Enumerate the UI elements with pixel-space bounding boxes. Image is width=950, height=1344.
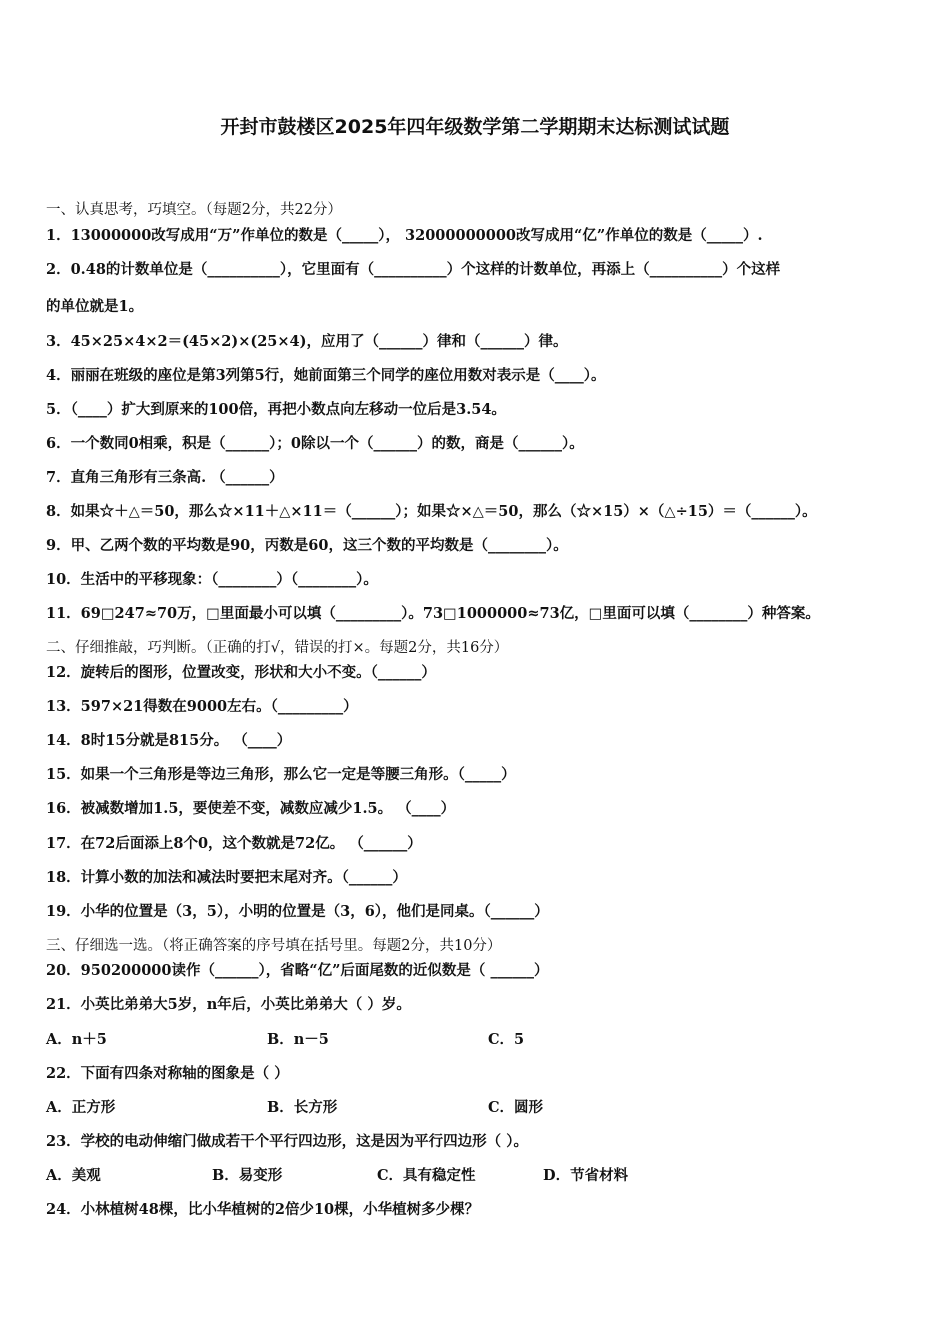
q23-option-a: A．美观 [46,1167,101,1184]
question-16: 16．被减数增加1.5，要使差不变，减数应减少1.5。 （____） [46,800,456,817]
section-2-heading: 二、仔细推敲，巧判断。（正确的打√，错误的打×。每题2分，共16分） [46,640,509,656]
question-14: 14．8时15分就是815分。 （____） [46,732,292,749]
question-19: 19．小华的位置是（3，5），小明的位置是（3，6），他们是同桌。（______） [46,903,549,920]
question-3: 3．45×25×4×2＝(45×2)×(25×4)，应用了（______）律和（______）律。 [46,333,568,350]
question-9: 9．甲、乙两个数的平均数是90，丙数是60，这三个数的平均数是（________）。 [46,537,568,554]
question-17: 17．在72后面添上8个0，这个数就是72亿。 （______） [46,835,422,852]
question-5: 5．（____）扩大到原来的100倍，再把小数点向左移动一位后是3.54。 [46,401,506,418]
question-23: 23．学校的电动伸缩门做成若干个平行四边形，这是因为平行四边形（ ）。 [46,1133,528,1150]
question-2: 2．0.48的计数单位是（__________），它里面有（__________）个这样的计数单位，再添上（__________）个这样 [46,261,781,278]
q23-option-b: B．易变形 [212,1167,283,1184]
q22-option-c: C．圆形 [488,1099,544,1116]
question-7: 7．直角三角形有三条高. （______） [46,469,284,486]
question-6: 6．一个数同0相乘，积是（______）；0除以一个（______）的数，商是（______）。 [46,435,584,452]
section-1-heading: 一、认真思考，巧填空。（每题2分，共22分） [46,202,342,218]
question-21: 21．小英比弟弟大5岁，n年后，小英比弟弟大（ ）岁。 [46,996,411,1013]
section-3-heading: 三、仔细选一选。（将正确答案的序号填在括号里。每题2分，共10分） [46,938,502,954]
question-20: 20．950200000读作（______），省略“亿”后面尾数的近似数是（ ______） [46,962,549,979]
question-12: 12．旋转后的图形，位置改变，形状和大小不变。（______） [46,664,436,681]
q22-option-a: A．正方形 [46,1099,116,1116]
question-11: 11．69□247≈70万，□里面最小可以填（_________）。73□1000000≈73亿，□里面可以填（________）种答案。 [46,605,820,622]
question-22: 22．下面有四条对称轴的图象是（ ） [46,1065,289,1082]
question-18: 18．计算小数的加法和减法时要把末尾对齐。（______） [46,869,407,886]
page-title: 开封市鼓楼区2025年四年级数学第二学期期末达标测试试题 [220,116,730,138]
question-2-continued: 的单位就是1。 [46,298,144,315]
question-15: 15．如果一个三角形是等边三角形，那么它一定是等腰三角形。（_____） [46,766,516,783]
q21-option-a: A．n＋5 [46,1031,107,1048]
q21-option-b: B．n－5 [267,1031,329,1048]
q22-option-b: B．长方形 [267,1099,338,1116]
q23-option-c: C．具有稳定性 [377,1167,476,1184]
question-10: 10．生活中的平移现象：（________）（________）。 [46,571,378,588]
question-13: 13．597×21得数在9000左右。（_________） [46,698,358,715]
q23-option-d: D．节省材料 [543,1167,629,1184]
q21-option-c: C．5 [488,1031,525,1048]
question-4: 4．丽丽在班级的座位是第3列第5行，她前面第三个同学的座位用数对表示是（____）。 [46,367,606,384]
question-8: 8．如果☆＋△＝50，那么☆×11＋△×11＝（______）；如果☆×△＝50，那么（☆×15）×（△÷15）＝（______）。 [46,503,817,520]
question-1: 1．13000000改写成用“万”作单位的数是（_____）， 32000000000改写成用“亿”作单位的数是（_____）. [46,227,763,244]
question-24: 24．小林植树48棵，比小华植树的2倍少10棵，小华植树多少棵？ [46,1201,480,1218]
